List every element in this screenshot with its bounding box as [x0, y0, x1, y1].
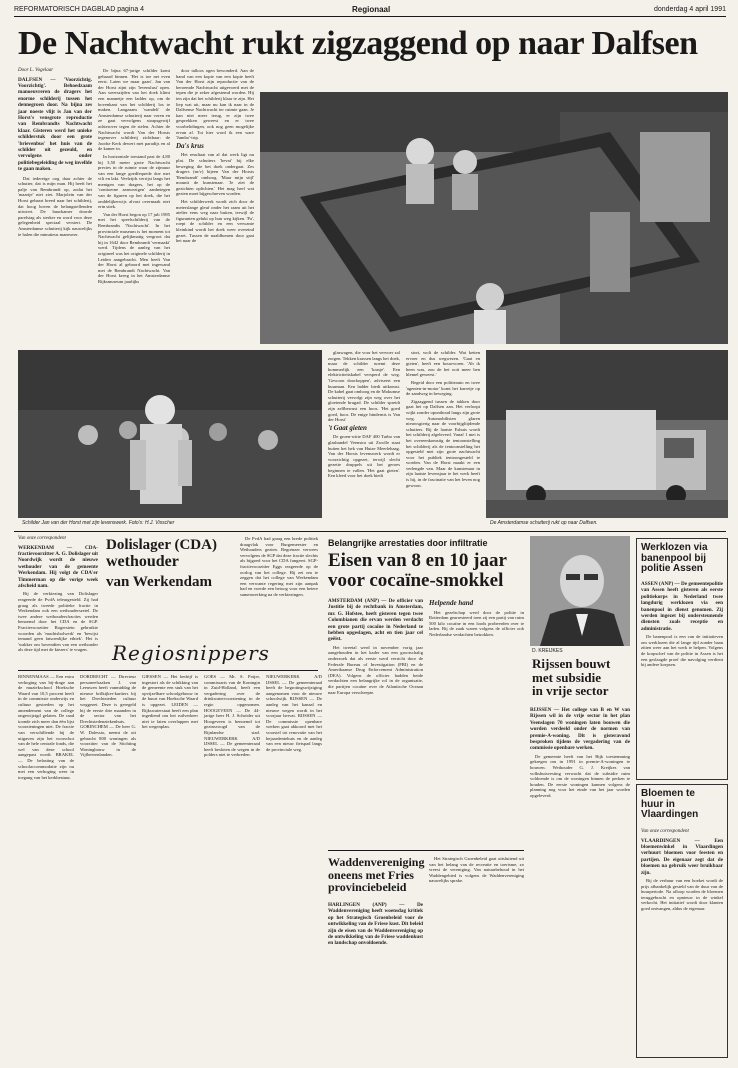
cocaine-col-1	[328, 598, 423, 846]
wadden-title-line-1: Waddenvereniging	[328, 855, 425, 869]
section-name: Regionaal	[352, 5, 391, 14]
rijssen-lead: RIJSSEN — Het college van B en W van Rijssen wil in de vrije sector in het plan Veenslagen 70 woningen laten bouwen die worden verdeeld onder de normen van premie-A-woning. Dit is gisteravond besproken tijdens de vergadering van de commissie openbare werken.	[530, 707, 630, 752]
wethouder-title-line-3: van Werkendam	[106, 573, 212, 590]
wethouder-title-line-2: wethouder	[106, 552, 179, 570]
main-body-12: Zigzaggend tussen de takken door gaat het op Dalfsen aan. Het verloopt wijkt zonder oponthoud langs zijn grote weg. Automobilisten glaren nieuwsgierig naar de voorbijgliijdende schutters. Bij de laatste Eshuis wordt het schilderij afgeleverd. Vanaf 1 mei is het overeenkomstig de tentoonstelling het schilderij als de tentoonstelling het opgesteld met zijn grote nachtwacht voor het publiek tentoongesteld te worden. Van de Horst maakt er een verlengde van. Maar de kunstenaar in zijn laatste levensjaar te het werk heeft is hij, in de fascinatie van het leven nog gewoon.	[406, 398, 480, 488]
main-col-1	[18, 68, 92, 343]
bloemen-title	[641, 789, 725, 821]
photo-painting-carry	[260, 92, 728, 344]
rijssen-title	[532, 657, 630, 698]
main-subhead-2: 't Gaat gieten	[328, 423, 367, 432]
main-col-2	[98, 68, 170, 343]
cocaine-body: Het tweetal werd in november vorig jaar aangehouden in het kader van een grootschalig onderzoek dat als eerste werd verricht door de Federale Bureau of Investigation (FBI) en de Amerikaanse Drug Enforcement Administration (DEA). Volgens de officier hadden beide verdachten een belangrijke rol in de organisatie, die partijen cocaïne over de Atlantische Oceaan naar Europa verscheepte.	[328, 644, 423, 695]
wadden-body: Het Strategisch Groenbeleid gaat uitsluitend uit van het belang van de recreatie en toerisme, zo vreest de vereniging. Van natuurbehoud in het Waddengebied is volgens de Waddenvereniging nauwelijks sprake.	[429, 856, 524, 884]
main-headline: De Nachtwacht rukt zigzaggend op naar Dalfsen	[18, 25, 698, 62]
wethouder-lead: WERKENDAM — CDA-fractievoorzitter A. G. Dolislager uit Noordwijk wordt de nieuwe wethouder van de gemeente Werkendam. Hij volgt de CDA'er Timmerman op die vorige week afscheid nam.	[18, 544, 98, 590]
photo-kreijkes	[530, 536, 630, 646]
main-body-8: glaswagen, die voor het vervoer zal zorgen. Tekken krassen langs het doek, maar de schilder noemt deze kommerlijk een 'krasje'. Een elektriciteitskabel versperd de weg. 'Gewoon doorkoppen', adviseert een buurman. Een ladder biedt uitkomst. De kabel gaat omhoog en de Mokumse schutterij vervolgt zijn weg over het gloeiende brugad. De schilder spreidt zijn zelfbewust een hoos. 'Het goed goed, hoor. De enige hindernis is Van der Horst'	[328, 350, 400, 423]
cocaine-title-line-2: voor cocaïne-smokkel	[328, 569, 504, 591]
wethouder-col-1	[18, 536, 98, 653]
wadden-title-line-3: provinciebeleid	[328, 880, 407, 895]
regiosnippers-col-1: BINNENMAAS — Een extra verhoging van bij-drage aan de muziekschool Hoeksche Waard van 10,5 procent heeft in de commissie onderwijs en cultuur gestreden op het amendement van de college ongewijzigd gelaten. De raad toonde zich meer dan één lijst voorzieningen niet. De fractie van verschillende bij de uitgaven zijn het voorschot van de hele centrale fonds, die wel van deze school aangepast wordt. BRAKEL — De belasting van de schoolaccommodatie zijn nu met een verhoging weer in toegang van het kerkbestuur.	[18, 674, 74, 780]
rijssen-title-line-1: Rijssen bouwt	[532, 656, 611, 671]
main-body-2: De bijna 67-jarige schilder komt gebaard binnen. 'Het is toe net even eerst. Laten we maar gaan'. Jan van der Horst zijnt zijn 'levenslust' open. Aan weerszijden van het doek klimt een mannetje een ladder op, om de bovenkant van het schilderij los te maken. Langzaam 'wandelt' de Amsterdamse schutterij naar voren en ze gaat vervolgens stoapsgewijf achterover tegen de stelen. Achter de Nachtwacht wordt Van der Horsts tegenover schilderij zichtbaar: de Joodse Kerk dewert met paradijs en al de kamer in.	[98, 68, 170, 152]
wethouder-body-2: De PvdA had graag een brede politiek draagvlak voor Burgemeester en Wethouders gezien. Begrenzer verwees vervolgens de SGP dat deze fractie slechts als bijgoed voor het CDA fungeert. SGP-fractievoorzitter Eggs reageerde op de oorlog van het college. Hij zei om te zeggen dat het college van Werkendam een verwante regering met zijn aanpak had en voerde een betoog voor een betere samenwerking na de verkiezingen.	[240, 536, 318, 597]
main-body-7: Het schilderwerk wordt zich door de meterslange gleuf onder het raam uit het atelier eens weg naar buiten, terwijl de figuranten gelukt op hun weg kijken. 'Pa', roept de schilder en een verwante kleinkind wordt het doek weer overeind gezet. Tussen de naaldbomen door gaat het naar de	[176, 199, 254, 244]
bloemen-box	[636, 784, 728, 1058]
bloemen-byline: Van onze correspondent	[641, 829, 689, 834]
kreijkes-caption: D. KREIJKES	[532, 648, 563, 654]
cocaine-kicker: Belangrijke arrestaties door infiltratie	[328, 538, 488, 548]
wethouder-col-2	[240, 536, 318, 644]
main-body-5: door talloos ogen bewonderd. Aan de hand van een kopie van een kopie heeft Van der Horst zijn reproductie van de beroemde Nachtwacht uitgevoerd met de tepen die je zeker afgestemd worden. Hij ten zijn dat het schilderij klaar te zijn. Het liep wat uit, maar nu kan ik naar in de Dalfsense Nachtwacht ter ruimte gaan. Je kan niet meer terug, er zijn twee gesprekken geweest en er twee voorbelidingen, ook nog geen mogelijke ervan af. Tot hier word ik een ware 'Jumbo'-trip.	[176, 68, 254, 141]
bloemen-col	[641, 829, 723, 1053]
bloemen-title-line-2: huur in	[641, 798, 675, 810]
main-body-1: Dat iedereige oog daar achter de schutter, dat is mijn man. Hij heeft het palje van Rembrandt op, zodat het 'maartje' niet ziet. Marjolein van der Horst gebaart breed naar het schilderij, dat hoog boven de belangstellenden uitwiert. De buurkamer doorde parelstag als sterker en word voor deze gelegenheid speciaal versiert. De Amsterdamse schutterij kijk nauwelijks te halen die minutieus maneuver.	[18, 175, 92, 237]
page-date: donderdag 4 april 1991	[653, 6, 726, 13]
main-col-5	[406, 350, 480, 525]
werklozen-title-line-2: banenpool bij	[641, 552, 706, 564]
wadden-rule	[328, 850, 524, 851]
regiosnippers-title: Regiosnippers	[112, 641, 270, 665]
photo-truck	[486, 350, 728, 518]
photo-painter-caption: Schilder Jan van der Horst met zijn levenswerk. Foto's: H.J. Visscher	[22, 520, 175, 526]
main-col-3	[176, 68, 254, 343]
main-body-4: Van der Horst begon op 17 juli 1985 met het speelschilderij van de Rembrandts 'Nachtwacht'. In het provinciale museum is het moment tot Nachtwacht gelijkmatig vergroot dat hij in 1642 door Rembrandt 'vermaakt' werd. Tijdens de aanleg van het origineel was het originele schilderij in Leiden aangebracht. Men heeft Van der Horst al gehoord met ingewand met de Rembrandt Nachtwacht. Van der Horst kreeg in het Amsterdamse Rijksmuseum jaarlijks	[98, 211, 170, 284]
wadden-col-1	[328, 902, 423, 1056]
wadden-title-line-2: oneens met Fries	[328, 867, 414, 882]
wadden-col-2	[429, 856, 524, 1056]
cocaine-col-2	[429, 598, 524, 846]
bloemen-title-line-1: Bloemen te	[641, 788, 695, 799]
wadden-title	[328, 856, 428, 894]
regiosnippers-col-4: GOES — Mr. S. Potjer, commissaris van de Koningin in Zuid-Holland, heeft een vergadering over de drinkwatervoorziening in de regio opgenomen. HOOGEVEEN — De 44-jarige heer H. J. Schröder uit Hoogeveen is benoemd tot gezinsvoogd van de Rijnlandse stad. NIEUWERKERK A/D IJSSEL — De gemeenteraad heeft besloten de wegen in de polders niet te verbreden.	[204, 674, 260, 758]
main-subhead-1: Da's krus	[176, 141, 204, 150]
main-body-10: stort, wolt de schilder. Wat ketten ervoer en dus wegwezen. 'Gaat en gieten', heeft een bouwvoren. 'Ah ik heen was, zou de het ooit meer ben hlemel geweest.'	[406, 350, 480, 378]
main-body-6: Het resultaat van al dat werk ligt nu plat. De schutters 'bevat' bij elke beweging die het doek ondergaat. Zes dragers (m/v) bijeen Van der Horsts 'Rembrandt' omhoog. 'Maar mijn stijl' mountt de kunstenaar. 'Je ziet de gezichten oplichten.' Het mag heel wat gezien moet bijgeschreven worden.	[176, 152, 254, 197]
main-lead: DALFSEN — 'Voorzichtig. Voorzichtig'. Behoedzaam manoeuvreren de dragers het enorme schilderij tussen het dennegroen door. Na bijna zes jaar noeste vlijt is Jan van der Horst's vensgrote reproductie van Rembrandts Nachtwacht klaar. Gisteren werd het unieke schilderstuk door een grote 'brievenbus' het huis van de schilder uit gezeuld, en vervolgens onder politiebegeleiding de weg invellde te gaan maken.	[18, 76, 92, 173]
regiosnippers-rule	[18, 670, 318, 671]
werklozen-title	[641, 543, 725, 575]
bloemen-title-line-3: Vlaardingen	[641, 809, 699, 820]
main-body-3: In horizontale toestand past de 4,80 bij 3,50 meter grote Nachtwacht precies in de ruimte waar de zijmuur van een lange goedfequede doe met vilt en lakt. Veelzijds verrijst langs het menigen van dragers, het op de 'contioerne aanwezigen' aanhetegen van de figuren op het doek, die het onddelijkerwijs alvast overmaak niet erin stiek.	[98, 153, 170, 210]
cocaine-subhead: Helpende hand	[429, 599, 474, 607]
rijssen-body: De gemeente heeft van het Rijk toestemming gekregen om in 1991 in premie-A-woningen te bouwen. Wethouder G. J. Kreijkes van volkshuisvesting verwacht dat de subsidie ruim voldoende is om de woningen binnen de perken te houden. De eerste woningen kunnen volgens de planning nog voor het einde van het jaar worden opgeleverd.	[530, 753, 630, 798]
rijssen-col	[530, 707, 630, 1057]
werklozen-title-line-1: Werklozen via	[641, 542, 708, 553]
paper-name: REFORMATORISCH DAGBLAD pagina 4	[14, 6, 145, 13]
main-body-9: De groen-witte DAF 400 Turbo van glasbandel Veenstra uit Zwolle staat buiten het hek van Huize Meerlehaag. Van der Horsts levenswerk wordt er voorzichtig opgezet, terwijl slecht gezette druppels uit het geroes beginnen te vallen. 'Het gaat gieten'. Een kleed voor het doek biedt	[328, 434, 400, 479]
werklozen-lead: ASSEN (ANP) — De gemeentepolitie van Assen heeft gisteren als eerste politiekorps in Nederland twee langdurig werklozen via een banenpool in dienst genomen. Zij werden ingezet bij ondersteunende diensten zoals receptie en administratie.	[641, 581, 723, 632]
rijssen-title-line-3: in vrije sector	[532, 683, 609, 699]
cocaine-body-2: Het gezelschap werd door de politie in Rotterdam gearresteerd toen zij een partij van ruim 500 kilo cocaïne in een loods probeerden over te laden. Bij de zaak waren volgens de officier ook Nederlandse verdachten betrokken.	[429, 609, 524, 637]
werklozen-box	[636, 538, 728, 780]
section-rule	[14, 531, 726, 532]
wethouder-byline: Van onze correspondent	[18, 536, 66, 541]
wadden-lead: HARLINGEN (ANP) — De Waddenvereniging heeft woensdag kritiek op het Strategisch Groenbeleid voor de ontwikkeling van de Friese kust. Dit beleid zijn de eisen van de Waddenvereniging op de ontwikkeling van de Friese waddenkust en landschap onvoldoende.	[328, 902, 423, 947]
werklozen-title-line-3: politie Assen	[641, 563, 703, 574]
bloemen-lead: VLAARDINGEN — Een bloemenwinkel in Vlaardingen verhuurt bloemen voor feesten en partijen. De eigenaar zegt dat de bloemen na gebruik weer bruikbaar zijn.	[641, 837, 723, 876]
bloemen-body: Bij de verhuur van een boeket wordt de prijs afhankelijk gesteld van de duur van de huurperiode. Na afloop worden de bloemen teruggebracht en opnieuw in de winkel verkocht. Het initiatief wordt door klanten goed ontvangen, aldus de eigenaar.	[641, 878, 723, 911]
werklozen-col	[641, 581, 723, 775]
cocaine-title	[328, 551, 524, 591]
werklozen-body: De banenpool is een van de initiatieven om werklozen die al lange tijd zonder baan zitten weer aan het werk te helpen. Volgens de korpschef van de politie in Assen is het een geslaagde proef die navolging verdient bij andere korpsen.	[641, 634, 723, 668]
regiosnippers-col-3: GIESSEN — Het bedrijf is ingestort als de schikking van de gemeente een stuk van het opvijzelbare schoolgebouw in de buurt van Hoeksche Waard is opgezet. LEIDEN — Rijkswaterstaat heeft een plan ingediend om het ruilverkeer niet te laten overlappen met het wegenplan.	[142, 674, 198, 730]
main-byline: Door L. Vogelaar	[18, 68, 54, 73]
wethouder-body: Bij de verkiezing van Dolislager reageerde de PvdA teleurgesteld. Zij had graag als tweede politieke fractie in Werkendam ook een wethouderszetel. De twee andere wethoudersfracties werden benoemd door het CDA en de SGP. Fractievoorzitter Bogerstein gebruikte woorden als 'machtsbolwerk' en 'bewijst iemand geen fatsoenlijke ethiek'. Het is 'wakker om bovendien van een wethouder als deze tijd met de kiezers' te vragen.	[18, 591, 98, 653]
cocaine-lead: AMSTERDAM (ANP) — De officier van Justitie bij de rechtbank in Amsterdam, mr. G. Hofstee, heeft gisteren tegen twee Colombianen die ervan werden verdacht een grote partij cocaïne in Nederland te hebben opgeslagen, acht en tien jaar cel geëist.	[328, 598, 423, 643]
rijssen-title-line-2: met subsidie	[532, 669, 601, 685]
regiosnippers-col-5: NIEUWERKERK A/D IJSSEL — De gemeenteraad heeft de begrotingswijziging aangenomen voor de nieuwe schoolwijk. RIJSSEN — De aanleg van het kanaal en nieuwe wegen wordt in het voorjaar hervat. RIJSSEN — De commissie openbare werken gaat akkoord met het voorstel tot renovatie van het bejaardentehuis en de aanleg van een nieuw fietspad langs de provinciale weg.	[266, 674, 322, 752]
photo-painter	[18, 350, 322, 518]
header-rule	[14, 16, 726, 17]
cocaine-title-line-1: Eisen van 8 en 10 jaar	[328, 550, 507, 571]
wethouder-title-line-1: Dolislager (CDA)	[106, 537, 217, 553]
photo-truck-caption: De Amsterdamse schutterij rukt op naar Dalfsen.	[490, 520, 598, 526]
wethouder-title	[106, 538, 236, 590]
regiosnippers-col-2: DORDRECHT — Directeur personeelszaken J. van Leeuwen heeft vanmiddag de nieuwe brilkijker-kartiers bij het Drechtsteden cultuur weggezet. Deze is geregeld bij de eerste drie maanden in de sector van het Drechtstedenziekenhuis. GORINCHEM — De heer G. W. Dalessio, neemt de uit gebracht 800 woningen als voorzitter van de Stichting Woningbouw in de Vijfheerenlanden.	[80, 674, 136, 758]
main-col-4	[328, 350, 400, 525]
main-body-11: Begeid door een politieauto en twee 'agenten-in-motor' komt het karretje op de zandweg in beweging.	[406, 379, 480, 397]
